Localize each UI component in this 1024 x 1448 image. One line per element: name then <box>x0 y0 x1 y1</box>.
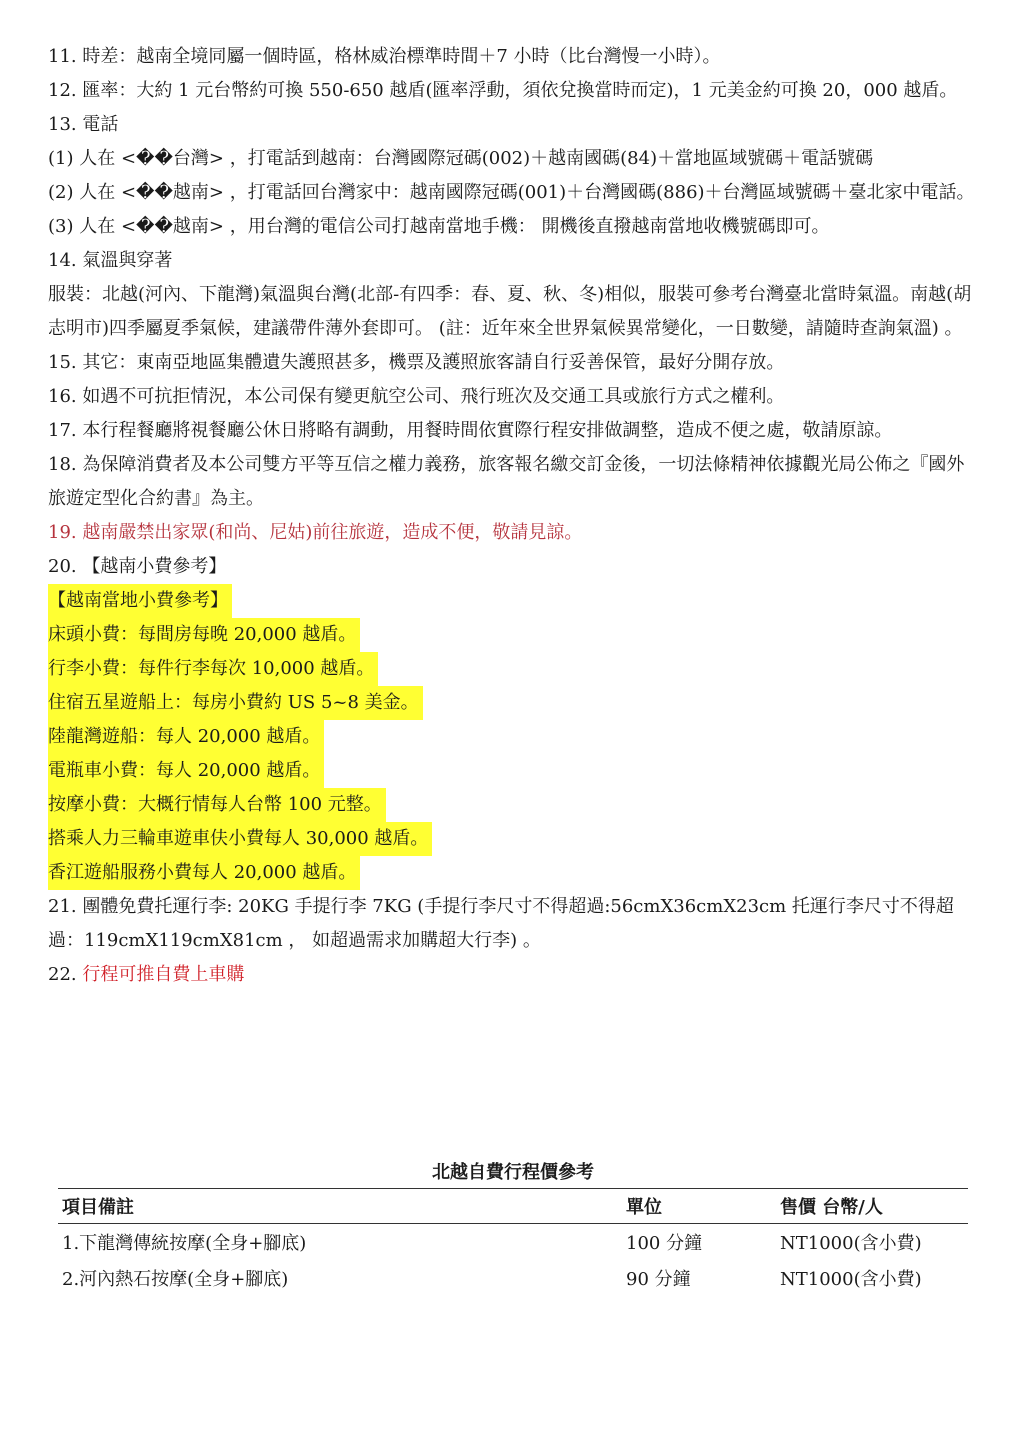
note-16-changes: 16. 如遇不可抗拒情況，本公司保有變更航空公司、飛行班次及交通工具或旅行方式之權利。 <box>48 386 785 407</box>
cell-unit: 100 分鐘 <box>626 1233 703 1254</box>
tip-item: 陸龍灣遊船：每人 20,000 越盾。 <box>48 720 324 754</box>
header-unit: 單位 <box>622 1189 776 1224</box>
note-15-passport: 15. 其它：東南亞地區集體遺失護照甚多，機票及護照旅客請自行妥善保管，最好分開存放。 <box>48 352 785 373</box>
header-price: 售價 台幣/人 <box>776 1189 968 1224</box>
note-19-monks: 19. 越南嚴禁出家眾(和尚、尼姑)前往旅遊，造成不便，敬請見諒。 <box>48 522 583 543</box>
tip-item: 搭乘人力三輪車遊車伕小費每人 30,000 越盾。 <box>48 822 432 856</box>
note-21-luggage: 21. 團體免費托運行李: 20KG 手提行李 7KG (手提行李尺寸不得超過:56cmX36cmX23cm 托運行李尺寸不得超過：119cmX119cmX81cm ， 如超過需求加購超大行李) 。 <box>48 896 954 951</box>
note-14-weather-heading: 14. 氣溫與穿著 <box>48 250 173 271</box>
cell-unit: 90 分鐘 <box>626 1269 691 1290</box>
cell-item: 1.下龍灣傳統按摩(全身+腳底) <box>62 1233 307 1254</box>
tip-item: 住宿五星遊船上：每房小費約 US 5~8 美金。 <box>48 686 423 720</box>
table-row <box>58 1260 968 1296</box>
cell-item: 2.河內熱石按摩(全身+腳底) <box>62 1269 289 1290</box>
note-20-tips-heading: 20. 【越南小費參考】 <box>48 556 227 577</box>
tip-item: 按摩小費：大概行情每人台幣 100 元整。 <box>48 788 386 822</box>
tip-item: 香江遊船服務小費每人 20,000 越盾。 <box>48 856 360 890</box>
note-18-contract: 18. 為保障消費者及本公司雙方平等互信之權力義務，旅客報名繳交訂金後，一切法條精神依據觀光局公佈之『國外旅遊定型化合約書』為主。 <box>48 454 965 509</box>
cell-price: NT1000(含小費) <box>780 1269 922 1290</box>
note-22-text: 行程可推自費上車購 <box>82 964 245 985</box>
notes-list <box>48 40 978 992</box>
tips-title: 【越南當地小費參考】 <box>48 584 232 618</box>
note-22-optional <box>48 958 978 992</box>
note-13-phone-heading: 13. 電話 <box>48 114 119 135</box>
note-13-phone-1: (1) 人在 <��台灣> ，打電話到越南：台灣國際冠碼(002)＋越南國碼(84)＋當地區域號碼＋電話號碼 <box>48 148 874 169</box>
tips-section <box>48 584 978 618</box>
tip-item: 行李小費：每件行李每次 10,000 越盾。 <box>48 652 378 686</box>
note-12-exchange-rate: 12. 匯率：大約 1 元台幣約可換 550-650 越盾(匯率浮動，須依兌換當時而定)，1 元美金約可換 20，000 越盾。 <box>48 80 958 101</box>
note-14-clothing: 服裝：北越(河內、下龍灣)氣溫與台灣(北部-有四季：春、夏、秋、冬)相似，服裝可參考台灣臺北當時氣溫。南越(胡志明市)四季屬夏季氣候，建議帶件薄外套即可。 (註：近年來全世界氣候異常變化，一日數變，請隨時查詢氣溫) 。 <box>48 284 972 339</box>
tip-item: 電瓶車小費：每人 20,000 越盾。 <box>48 754 324 788</box>
note-11-timezone: 11. 時差：越南全境同屬一個時區，格林威治標準時間＋7 小時（比台灣慢一小時）。 <box>48 46 721 67</box>
price-table <box>58 1189 968 1296</box>
header-item: 項目備註 <box>58 1189 622 1224</box>
note-22-number: 22. <box>48 964 83 985</box>
tip-item: 床頭小費：每間房每晚 20,000 越盾。 <box>48 618 360 652</box>
note-17-restaurants: 17. 本行程餐廳將視餐廳公休日將略有調動，用餐時間依實際行程安排做調整，造成不便之處，敬請原諒。 <box>48 420 893 441</box>
table-header-row <box>58 1189 968 1224</box>
cell-price: NT1000(含小費) <box>780 1233 922 1254</box>
table-title: 北越自費行程價參考 <box>58 1158 968 1189</box>
optional-tour-price-table <box>58 1158 968 1296</box>
table-row <box>58 1224 968 1261</box>
note-13-phone-3: (3) 人在 <��越南> ，用台灣的電信公司打越南當地手機： 開機後直撥越南當地收機號碼即可。 <box>48 216 830 237</box>
note-13-phone-2: (2) 人在 <��越南> ，打電話回台灣家中：越南國際冠碼(001)＋台灣國碼(886)＋台灣區域號碼＋臺北家中電話。 <box>48 182 975 203</box>
